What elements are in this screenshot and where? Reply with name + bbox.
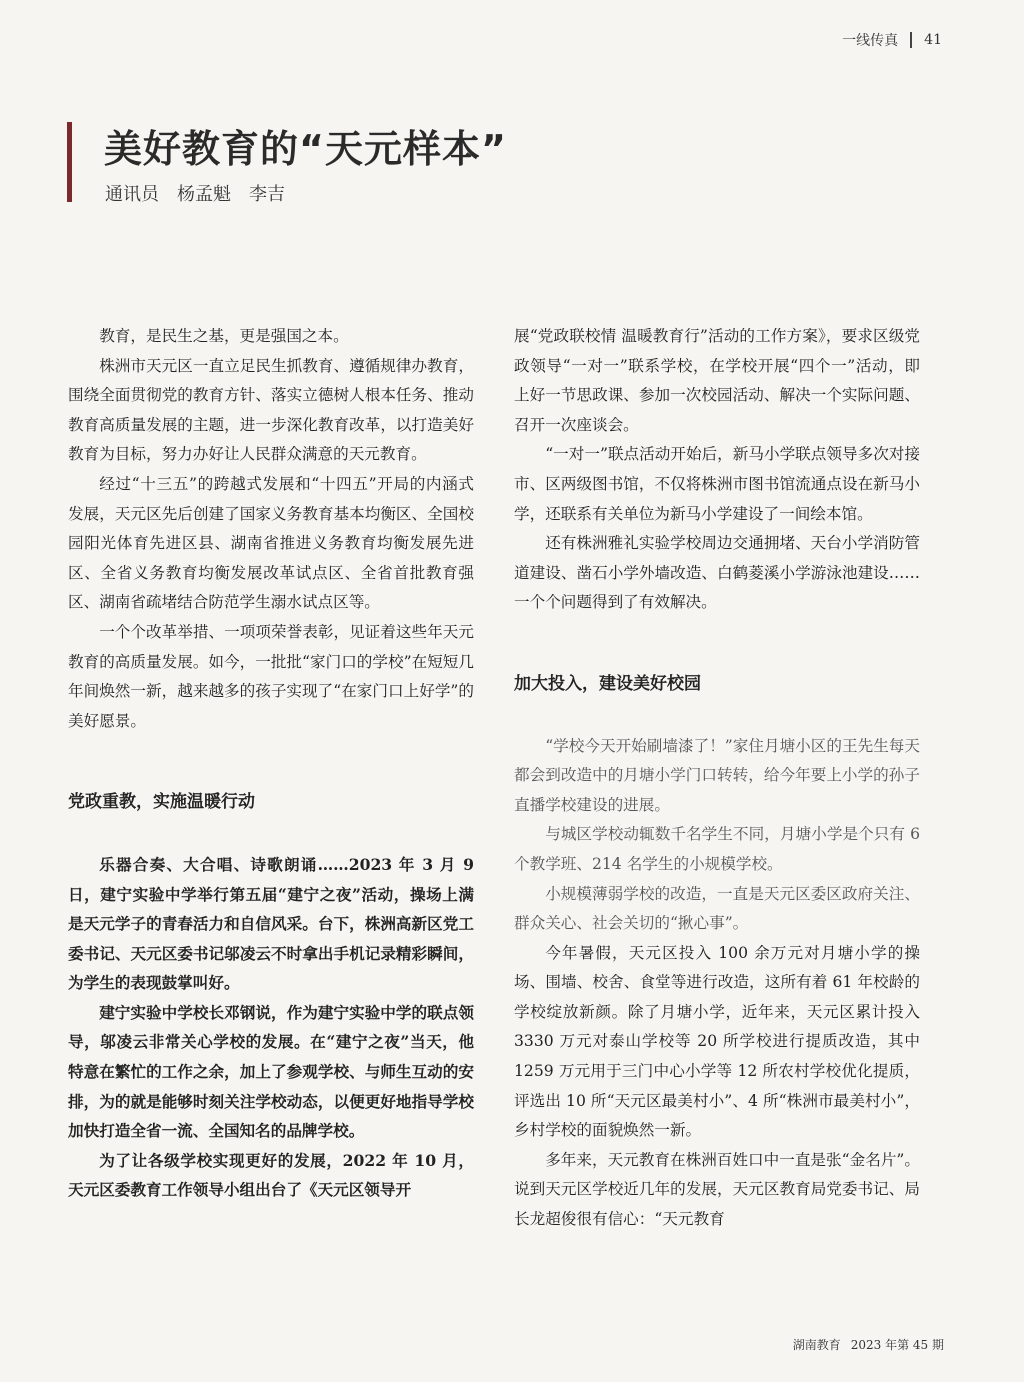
page-number: 41 [924,32,942,48]
article-title: 美好教育的“天元样本” [104,127,507,171]
header-divider [910,32,912,48]
section-heading: 党政重教，实施温暖行动 [68,792,255,813]
left-column [68,322,474,1205]
byline-role: 通讯员 [105,184,159,205]
paragraph: 株洲市天元区一直立足民生抓教育、遵循规律办教育，围绕全面贯彻党的教育方针、落实立德树人根本任务、推动教育高质量发展的主题，进一步深化教育改革，以打造美好教育为目标，努力办好让人民群众满意的天元教育。 [68,356,474,464]
byline [105,180,285,206]
issue-label: 2023 年第 45 期 [850,1338,944,1352]
section-label: 一线传真 [842,33,899,49]
paragraph: 今年暑假，天元区投入 100 余万元对月塘小学的操场、围墙、校舍、食堂等进行改造，这所有着 61 年校龄的学校绽放新颜。除了月塘小学，近年来，天元区累计投入 3330 万元对泰山学校等 20 所学校进行提质改造，其中 1259 万元用于三门中心小学等 12 所农村学校优化提质，评选出 10 所“天元区最美村小”、4 所“株洲市最美村小”，乡村学校的面貌焕然一新。 [514,943,920,1140]
section-heading: 加大投入，建设美好校园 [514,673,701,694]
paragraph: 小规模薄弱学校的改造，一直是天元区委区政府关注、群众关心、社会关切的“揪心事”。 [514,884,920,933]
paragraph: “学校今天开始刷墙漆了！”家住月塘小区的王先生每天都会到改造中的月塘小学门口转转，给今年要上小学的孙子直播学校建设的进展。 [514,736,920,814]
byline-author: 杨孟魁 [177,184,231,205]
paragraph: 教育，是民生之基，更是强国之本。 [99,327,349,345]
page-footer [793,1336,944,1353]
paragraph: 为了让各级学校实现更好的发展，2022 年 10 月，天元区委教育工作领导小组出台了《天元区领导开 [68,1150,474,1200]
title-accent-bar [67,122,72,202]
paragraph: 多年来，天元教育在株洲百姓口中一直是张“金名片”。说到天元区学校近几年的发展，天元区教育局党委书记、局长龙超俊很有信心：“天元教育 [514,1150,920,1229]
right-column [514,322,920,1235]
paragraph: 还有株洲雅礼实验学校周边交通拥堵、天台小学消防管道建设、凿石小学外墙改造、白鹤菱溪小学游泳池建设……一个个问题得到了有效解决。 [514,534,920,612]
paragraph: “一对一”联点活动开始后，新马小学联点领导多次对接市、区两级图书馆，不仅将株洲市图书馆流通点设在新马小学，还联系有关单位为新马小学建设了一间绘本馆。 [514,445,920,523]
paragraph: 建宁实验中学校长邓钢说，作为建宁实验中学的联点领导，邬凌云非常关心学校的发展。在“建宁之夜”当天，他特意在繁忙的工作之余，加上了参观学校、与师生互动的安排，为的就是能够时刻关注学校动态，以便更好地指导学校加快打造全省一流、全国知名的品牌学校。 [68,1002,474,1141]
magazine-name: 湖南教育 [792,1338,841,1352]
page-header [842,30,942,50]
paragraph: 展“党政联校情 温暖教育行”活动的工作方案》，要求区级党政领导“一对一”联系学校，在学校开展“四个一”活动，即上好一节思政课、参加一次校园活动、解决一个实际问题、召开一次座谈会。 [514,327,920,434]
paragraph: 与城区学校动辄数千名学生不同，月塘小学是个只有 6 个教学班、214 名学生的小规模学校。 [514,825,920,873]
paragraph: 乐器合奏、大合唱、诗歌朗诵……2023 年 3 月 9 日，建宁实验中学举行第五届“建宁之夜”活动，操场上满是天元学子的青春活力和自信风采。台下，株洲高新区党工委书记、天元区委书记邬凌云不时拿出手机记录精彩瞬间，为学生的表现鼓掌叫好。 [68,854,474,993]
byline-author: 李吉 [249,184,285,205]
paragraph: 一个个改革举措、一项项荣誉表彰，见证着这些年天元教育的高质量发展。如今，一批批“家门口的学校”在短短几年间焕然一新，越来越多的孩子实现了“在家门口上好学”的美好愿景。 [68,622,474,730]
paragraph: 经过“十三五”的跨越式发展和“十四五”开局的内涵式发展，天元区先后创建了国家义务教育基本均衡区、全国校园阳光体育先进区县、湖南省推进义务教育均衡发展先进区、全省义务教育均衡发展改革试点区、全省首批教育强区、湖南省疏堵结合防范学生溺水试点区等。 [68,474,474,612]
